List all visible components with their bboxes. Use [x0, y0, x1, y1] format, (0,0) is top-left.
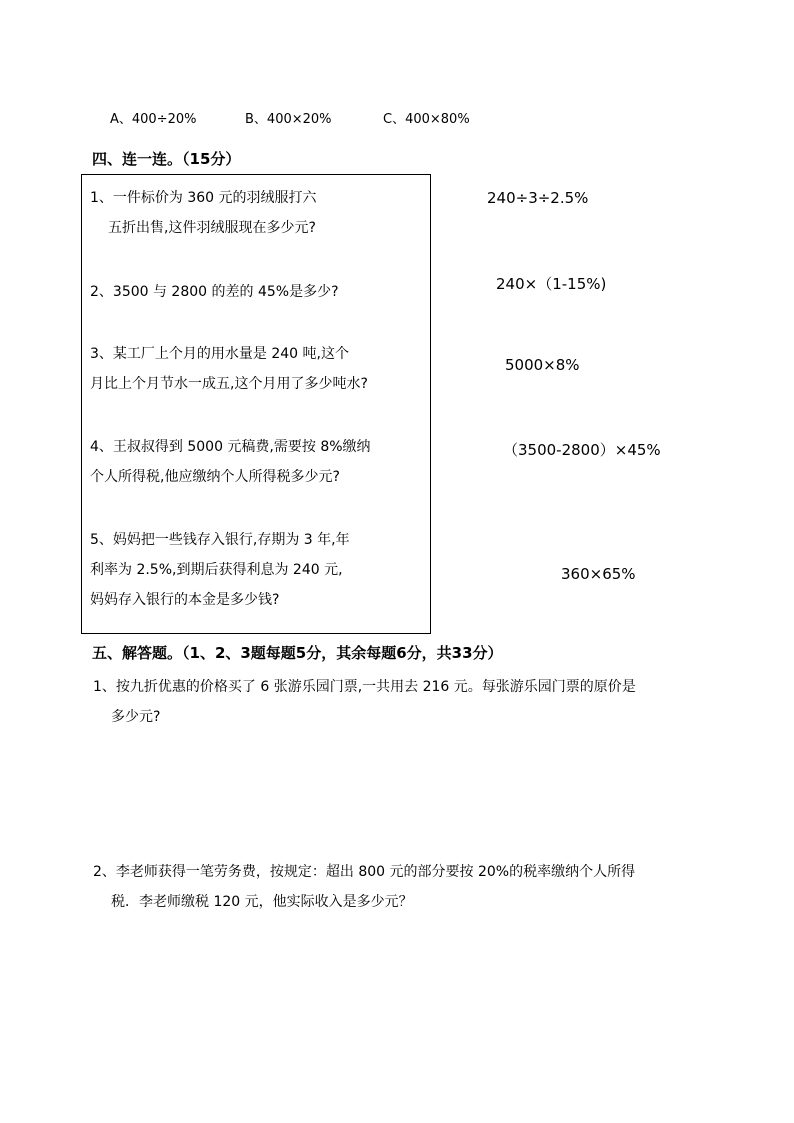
question-line: 妈妈存入银行的本金是多少钱?	[90, 592, 280, 608]
matching-expression-5: 360×65%	[561, 565, 636, 583]
matching-questions-box	[81, 174, 431, 634]
matching-question-5	[90, 525, 350, 615]
matching-question-1	[90, 183, 317, 243]
question-line: 五折出售,这件羽绒服现在多少元?	[108, 220, 316, 236]
matching-question-3	[90, 339, 368, 399]
matching-expression-4: （3500-2800）×45%	[503, 441, 661, 459]
question-line: 个人所得税,他应缴纳个人所得税多少元?	[90, 469, 340, 485]
section4-heading: 四、连一连。（15分）	[92, 150, 241, 168]
matching-expression-1: 240÷3÷2.5%	[487, 189, 589, 207]
question-line: 利率为 2.5%,到期后获得利息为 240 元,	[90, 562, 343, 578]
option-a: A、400÷20%	[110, 112, 197, 127]
option-b: B、400×20%	[245, 112, 332, 127]
question-line: 5、妈妈把一些钱存入银行,存期为 3 年,年	[90, 532, 350, 548]
question-line: 4、王叔叔得到 5000 元稿费,需要按 8%缴纳	[90, 439, 371, 455]
word-problem-2-line1: 2、李老师获得一笔劳务费，按规定：超出 800 元的部分要按 20%的税率缴纳个人所得	[93, 864, 636, 880]
matching-expression-3: 5000×8%	[505, 356, 580, 374]
matching-question-4	[90, 432, 371, 492]
question-line: 3、某工厂上个月的用水量是 240 吨,这个	[90, 346, 349, 362]
word-problem-1-line2: 多少元?	[111, 709, 161, 725]
option-c: C、400×80%	[383, 112, 470, 127]
matching-expression-2: 240×（1-15%)	[496, 275, 607, 293]
word-problem-2-line2: 税．李老师缴税 120 元，他实际收入是多少元？	[111, 894, 413, 910]
section5-heading: 五、解答题。（1、2、3题每题5分，其余每题6分，共33分）	[92, 644, 503, 662]
question-line: 月比上个月节水一成五,这个月用了多少吨水?	[90, 376, 368, 392]
question-line: 2、3500 与 2800 的差的 45%是多少?	[90, 284, 339, 300]
word-problem-1-line1: 1、按九折优惠的价格买了 6 张游乐园门票,一共用去 216 元。每张游乐园门票的原价是	[93, 679, 636, 695]
question-line: 1、一件标价为 360 元的羽绒服打六	[90, 190, 317, 206]
matching-question-2	[90, 277, 339, 307]
